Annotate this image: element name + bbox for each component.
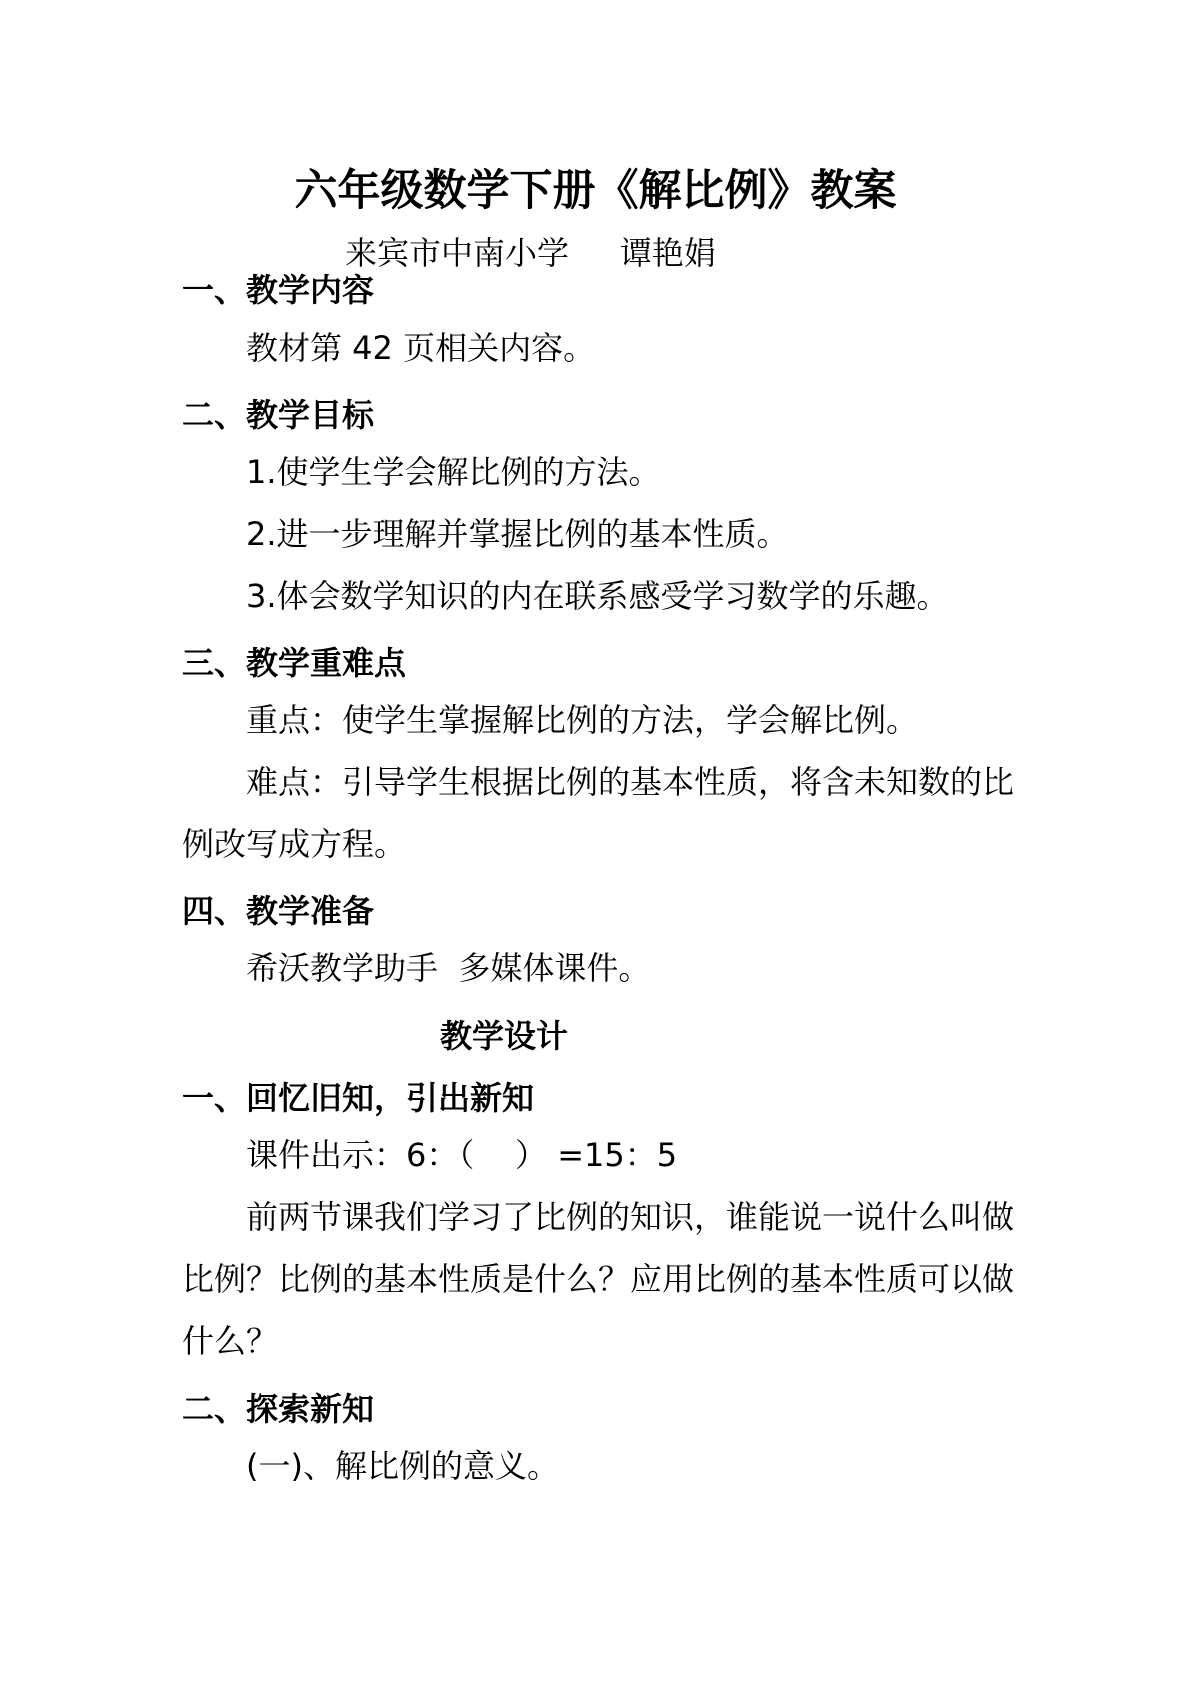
section-heading-key-difficulties: 三、教学重难点 [182, 644, 407, 682]
design-part-heading-explore: 二、探索新知 [182, 1390, 375, 1428]
section-heading-teaching-goals: 二、教学目标 [182, 396, 375, 434]
review-question-text: 前两节课我们学习了比例的知识，谁能说一说什么叫做比例？比例的基本性质是什么？应用比例的基本性质可以做什么？ [182, 1198, 1015, 1360]
goal-item: 3.体会数学知识的内在联系感受学习数学的乐趣。 [246, 577, 949, 615]
difficulty-text: 难点：引导学生根据比例的基本性质，将含未知数的比例改写成方程。 [182, 763, 1015, 863]
document-title: 六年级数学下册《解比例》教案 [294, 166, 897, 216]
goal-item: 2.进一步理解并掌握比例的基本性质。 [246, 515, 789, 553]
key-point-text: 重点：使学生掌握解比例的方法，学会解比例。 [246, 701, 919, 739]
courseware-text: 课件出示：6：（ ） =15：5 [246, 1136, 678, 1174]
teaching-design-heading: 教学设计 [439, 1017, 568, 1055]
author-line: 来宾市中南小学 谭艳娟 [345, 234, 716, 272]
subsection-text: (一)、解比例的意义。 [246, 1447, 559, 1485]
section-heading-preparation: 四、教学准备 [182, 892, 375, 930]
goal-item: 1.使学生学会解比例的方法。 [246, 453, 661, 491]
design-part-heading-review: 一、回忆旧知，引出新知 [182, 1079, 535, 1117]
preparation-text: 希沃教学助手 多媒体课件。 [246, 949, 651, 987]
section-heading-teaching-content: 一、教学内容 [182, 271, 375, 309]
teaching-content-text: 教材第 42 页相关内容。 [246, 329, 596, 367]
